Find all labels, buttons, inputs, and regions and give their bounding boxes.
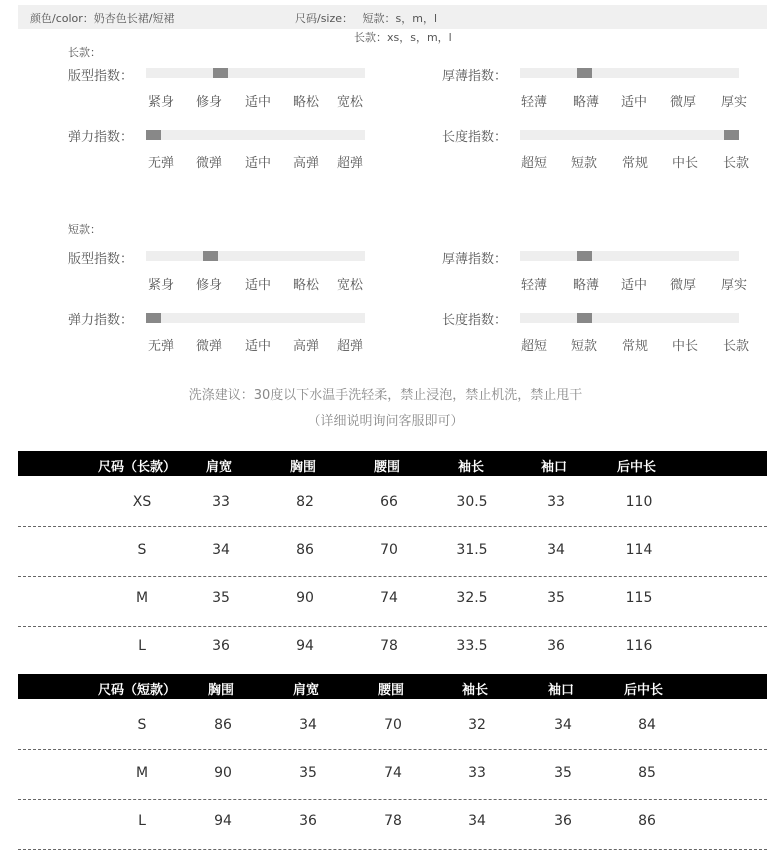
scale-option: 适中 [245,95,272,110]
long-elastic-marker [146,130,161,140]
column-header: 胸围 [208,683,235,698]
short-elastic-marker [146,313,161,323]
long-elastic-label: 弹力指数： [68,130,134,145]
table-cell: 34 [554,717,572,733]
scale-option: 微弹 [196,156,223,171]
table-cell: 78 [384,813,402,829]
table-cell: 86 [214,717,232,733]
scale-option: 高弹 [293,339,320,354]
table-cell: 85 [638,765,656,781]
table-cell: 74 [384,765,402,781]
table-cell: 33 [468,765,486,781]
column-header: 腰围 [378,683,405,698]
table-row [18,622,767,670]
long-fit-label: 版型指数： [68,69,134,84]
table-cell: 86 [296,542,314,558]
short-length-track [520,313,739,323]
table-cell: 32 [468,717,486,733]
scale-option: 略松 [293,278,320,293]
table-row [18,701,767,749]
size-label: 尺码/size： [295,12,354,25]
long-fit-track [146,68,365,78]
table-cell: 34 [299,717,317,733]
short-fit-track [146,251,365,261]
scale-option: 超短 [521,339,548,354]
scale-option: 略薄 [573,95,600,110]
table-cell: S [137,542,147,558]
scale-option: 无弹 [148,156,175,171]
scale-option: 超短 [521,156,548,171]
long-length-track [520,130,739,140]
scale-option: 无弹 [148,339,175,354]
table-cell: 114 [625,542,653,558]
table-cell: 32.5 [456,590,488,606]
table-row [18,574,767,622]
table-cell: 78 [380,638,398,654]
scale-option: 常规 [622,339,649,354]
table-cell: 86 [638,813,656,829]
table-cell: 35 [547,590,565,606]
short-thickness-track [520,251,739,261]
color-value: 奶杏色长裙/短裙 [93,12,175,25]
scale-option: 中长 [672,156,699,171]
long-table-header [18,451,767,476]
column-header: 袖口 [548,683,575,698]
short-table-header [18,674,767,699]
row-divider [18,849,767,850]
table-cell: 115 [625,590,653,606]
size-info [295,10,437,26]
table-cell: M [135,590,149,606]
scale-option: 常规 [622,156,649,171]
scale-option: 高弹 [293,156,320,171]
table-cell: 94 [296,638,314,654]
table-cell: 35 [212,590,230,606]
column-header: 袖长 [458,460,485,475]
long-length-marker [724,130,739,140]
column-header: 后中长 [624,683,664,698]
size-short: 短款：s，m，l [362,12,438,25]
table-cell: 84 [638,717,656,733]
scale-option: 紧身 [148,95,175,110]
scale-option: 轻薄 [521,95,548,110]
scale-option: 适中 [245,339,272,354]
column-header: 腰围 [374,460,401,475]
column-header: 胸围 [290,460,317,475]
long-thickness-track [520,68,739,78]
short-elastic-label: 弹力指数： [68,313,134,328]
scale-option: 紧身 [148,278,175,293]
short-section-label: 短款： [68,223,101,236]
short-length-marker [577,313,592,323]
size-long: 长款：xs，s，m，l [354,31,452,44]
table-cell: 82 [296,494,314,510]
long-section-label: 长款： [68,46,101,59]
column-header: 袖长 [462,683,489,698]
scale-option: 宽松 [337,278,364,293]
scale-option: 宽松 [337,95,364,110]
table-cell: 34 [468,813,486,829]
table-row [18,749,767,797]
column-header: 尺码（长款） [98,460,177,475]
scale-option: 微厚 [670,278,697,293]
scale-option: 微弹 [196,339,223,354]
column-header: 袖口 [541,460,568,475]
scale-option: 适中 [621,95,648,110]
table-cell: 34 [212,542,230,558]
table-cell: XS [132,494,152,510]
table-cell: 116 [625,638,653,654]
scale-option: 修身 [196,278,223,293]
scale-option: 适中 [621,278,648,293]
table-cell: 70 [380,542,398,558]
color-info [30,10,175,26]
table-cell: 33 [547,494,565,510]
scale-option: 适中 [245,278,272,293]
table-cell: S [137,717,147,733]
wash-advice: 洗涤建议：30度以下水温手洗轻柔，禁止浸泡，禁止机洗，禁止甩干 [188,388,583,403]
column-header: 肩宽 [206,460,233,475]
scale-option: 略薄 [573,278,600,293]
scale-option: 中长 [672,339,699,354]
column-header: 尺码（短款） [98,683,177,698]
short-thickness-marker [577,251,592,261]
long-thickness-marker [577,68,592,78]
scale-option: 略松 [293,95,320,110]
short-thickness-label: 厚薄指数： [442,252,508,267]
long-fit-marker [213,68,228,78]
long-elastic-track [146,130,365,140]
table-row [18,478,767,526]
short-elastic-track [146,313,365,323]
short-length-label: 长度指数： [442,313,508,328]
table-cell: 110 [625,494,653,510]
column-header: 后中长 [617,460,657,475]
long-length-label: 长度指数： [442,130,508,145]
table-cell: 70 [384,717,402,733]
short-fit-label: 版型指数： [68,252,134,267]
table-cell: 33.5 [456,638,488,654]
long-thickness-label: 厚薄指数： [442,69,508,84]
scale-option: 厚实 [721,278,748,293]
table-cell: 36 [554,813,572,829]
scale-option: 超弹 [337,339,364,354]
scale-option: 适中 [245,156,272,171]
table-cell: L [138,813,146,829]
table-row [18,526,767,574]
scale-option: 厚实 [721,95,748,110]
scale-option: 轻薄 [521,278,548,293]
table-cell: 90 [296,590,314,606]
table-cell: 30.5 [456,494,488,510]
scale-option: 超弹 [337,156,364,171]
wash-note: （详细说明询问客服即可） [307,414,464,429]
table-cell: 33 [212,494,230,510]
table-cell: 66 [380,494,398,510]
table-cell: 35 [299,765,317,781]
table-cell: 74 [380,590,398,606]
table-row [18,797,767,845]
table-cell: L [138,638,146,654]
scale-option: 长款 [723,339,750,354]
table-cell: 31.5 [456,542,488,558]
scale-option: 修身 [196,95,223,110]
table-cell: 36 [212,638,230,654]
table-cell: 90 [214,765,232,781]
scale-option: 微厚 [670,95,697,110]
table-cell: 34 [547,542,565,558]
scale-option: 短款 [571,156,598,171]
column-header: 肩宽 [293,683,320,698]
scale-option: 短款 [571,339,598,354]
table-cell: 36 [547,638,565,654]
color-label: 颜色/color： [30,12,94,25]
table-cell: M [135,765,149,781]
short-fit-marker [203,251,218,261]
scale-option: 长款 [723,156,750,171]
table-cell: 36 [299,813,317,829]
table-cell: 94 [214,813,232,829]
table-cell: 35 [554,765,572,781]
